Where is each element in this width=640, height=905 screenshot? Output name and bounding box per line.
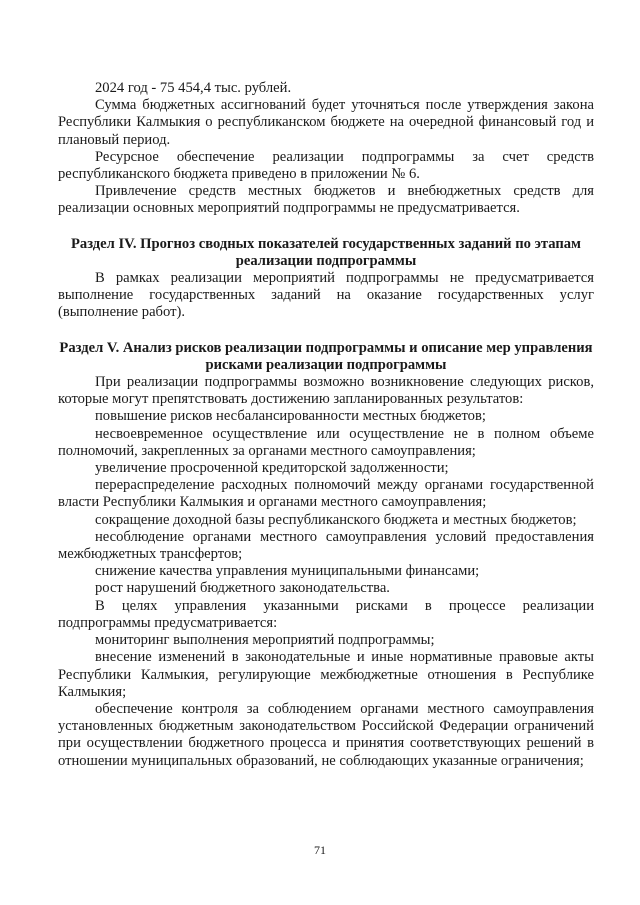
risk-item: снижение качества управления муниципальными финансами; — [95, 563, 480, 580]
risk-item: рост нарушений бюджетного законодательства. — [95, 580, 390, 597]
risk-item: увеличение просроченной кредиторской задолженности; — [95, 460, 449, 477]
risk-item: сокращение доходной базы республиканского бюджета и местных бюджетов; — [95, 511, 577, 528]
measure-item: обеспечение контроля за соблюдением органами местного самоуправления установленных бюджетным законодательством Российской Федерации ограничений при осуществлении бюджетного процесса и принятия соответствующих решений в отношении муниципальных образований, не соблюдающих указанные ограничения; — [58, 700, 594, 769]
paragraph-resource-provision: Ресурсное обеспечение реализации подпрограммы за счет средств республиканского бюджета приведено в приложении № 6. — [58, 148, 594, 183]
section-4-paragraph: В рамках реализации мероприятий подпрограммы не предусматривается выполнение государственных заданий на оказание государственных услуг (выполнение работ). — [58, 270, 594, 321]
risk-item: несвоевременное осуществление или осуществление не в полном объеме полномочий, закрепленных за органами местного самоуправления; — [58, 425, 594, 459]
section-5-paragraph: В целях управления указанными рисками в процессе реализации подпрограммы предусматривается: — [58, 597, 594, 631]
section-4-heading: Раздел IV. Прогноз сводных показателей государственных заданий по этапам реализации подпрограммы — [70, 235, 581, 269]
measure-item: мониторинг выполнения мероприятий подпрограммы; — [95, 632, 435, 649]
measure-item: внесение изменений в законодательные и иные нормативные правовые акты Республики Калмыкия, регулирующие межбюджетные отношения в Республике Калмыкия; — [58, 649, 594, 700]
section-5-heading: Раздел V. Анализ рисков реализации подпрограммы и описание мер управления рисками реализации подпрограммы — [59, 339, 593, 373]
page-number: 71 — [314, 843, 326, 857]
paragraph-year-2024: 2024 год - 75 454,4 тыс. рублей. — [95, 80, 292, 96]
risk-item: повышение рисков несбалансированности местных бюджетов; — [95, 408, 486, 425]
paragraph-local-funds: Привлечение средств местных бюджетов и внебюджетных средств для реализации основных мероприятий подпрограммы не предусматривается. — [58, 183, 594, 217]
risk-item: перераспределение расходных полномочий между органами государственной власти Республики Калмыкия и органами местного самоуправления; — [58, 477, 594, 511]
document-page — [58, 80, 594, 770]
risk-item: несоблюдение органами местного самоуправления условий предоставления межбюджетных трансфертов; — [58, 528, 594, 563]
section-5-paragraph: При реализации подпрограммы возможно возникновение следующих рисков, которые могут препятствовать достижению запланированных результатов: — [58, 374, 594, 408]
paragraph-budget-clarification: Сумма бюджетных ассигнований будет уточняться после утверждения закона Республики Калмыкия о республиканском бюджете на очередной финансовый год и плановый период. — [58, 97, 594, 148]
